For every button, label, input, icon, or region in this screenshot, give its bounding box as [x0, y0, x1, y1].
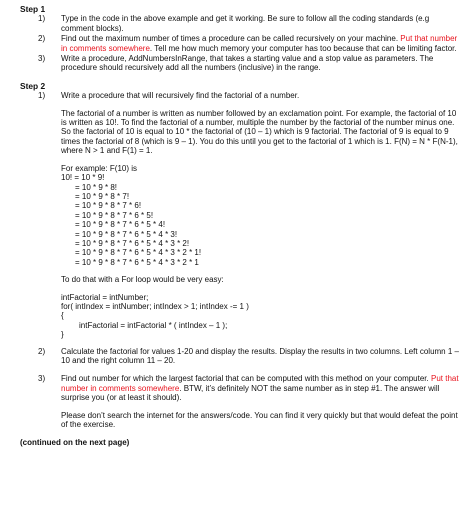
step2-item-3-text-after: . BTW, it’s definitely NOT the same number as in step #1. The answer will surprise you (or at least it should). [61, 383, 440, 403]
step1-item-2-text-after: . Tell me how much memory your computer has too because that can be limiting factor. [149, 43, 457, 53]
code-block [61, 293, 460, 340]
example-line: = 10 * 9 * 8 * 7 * 6! [75, 201, 142, 211]
step2-item-3-text-before: Find out number for which the largest factorial that can be computed with this method on your computer. [61, 374, 431, 384]
example-line: = 10 * 9 * 8 * 7! [75, 191, 130, 201]
code-line-2: for( intIndex = intNumber; intIndex > 1; intIndex -= 1 ) [61, 301, 249, 311]
step1-title: Step 1 [20, 4, 46, 14]
step1-item-2-highlight: Put that number in comments somewhere [61, 34, 458, 53]
code-line-1: intFactorial = intNumber; [61, 292, 149, 302]
factorial-explanation: The factorial of a number is written as number followed by an exclamation point. For example, the factorial of 10 is written as 10!. To find the factorial of a number, multiple the number by the factorial of the number minus one. So the factorial of 10 is equal to 10 * the factorial of (10 – 1) which is 9 factorial. The factorial of 9 is equal to 9 times the factorial of 8 (which is 9 – 1). You do this until you get to the factorial of 1 which is 1. F(N) = N * F(N-1), where N > 1 and F(1) = 1. [61, 108, 458, 156]
for-loop-intro: To do that with a For loop would be very easy: [61, 275, 224, 285]
step1-item-1 [20, 14, 460, 33]
example-line: = 10 * 9 * 8 * 7 * 6 * 5 * 4 * 3 * 2 * 1! [75, 248, 202, 258]
step1-item-2-text-before: Find out the maximum number of times a procedure can be called recursively on your machine. [61, 34, 401, 44]
step1-item-2 [20, 34, 460, 53]
example-first-line: 10! = 10 * 9! [61, 173, 105, 183]
example-line: = 10 * 9 * 8! [75, 182, 118, 192]
code-line-3: { [61, 311, 64, 321]
example-line: = 10 * 9 * 8 * 7 * 6 * 5 * 4 * 3 * 2! [75, 238, 190, 248]
example-line: = 10 * 9 * 8 * 7 * 6 * 5! [75, 210, 154, 220]
step2-item-2 [20, 347, 460, 366]
step2-item-3 [20, 374, 460, 429]
continued-footer: (continued on the next page) [20, 438, 130, 448]
step1-item-3-number: 3) [38, 54, 46, 64]
spacer [20, 74, 460, 82]
step1-item-1-text: Type in the code in the above example and get it working. Be sure to follow all the coding standards (e.g comment blocks). [61, 14, 430, 33]
step2-title: Step 2 [20, 80, 46, 91]
code-line-5: } [61, 330, 64, 340]
step2-item-3-number: 3) [38, 374, 46, 384]
example-line: = 10 * 9 * 8 * 7 * 6 * 5 * 4! [75, 220, 166, 230]
factorial-example [61, 164, 460, 267]
code-line-4: intFactorial = intFactorial * ( intIndex – 1 ); [79, 320, 228, 330]
step2-item-1-number: 1) [38, 91, 46, 101]
step1-item-3-text: Write a procedure, AddNumbersInRange, that takes a starting value and a stop value as parameters. The procedure should recursively add all the numbers (inclusive) in the range. [61, 54, 434, 73]
step2-item-2-text: Calculate the factorial for values 1-20 and display the results. Display the results in two columns. Left column 1 – 10 and the right column 11 – 20. [61, 346, 459, 365]
step2-item-3-text [61, 374, 460, 402]
example-line: = 10 * 9 * 8 * 7 * 6 * 5 * 4 * 3 * 2 * 1 [75, 257, 199, 267]
step1-item-2-number: 2) [38, 34, 46, 44]
step2-item-2-number: 2) [38, 346, 46, 356]
step2-item-3-highlight: Put that number in comments somewhere [61, 374, 459, 393]
example-intro: For example: F(10) is [61, 163, 138, 173]
step1-item-3 [20, 54, 460, 73]
step1-item-1-number: 1) [38, 14, 46, 24]
step2-item-1 [20, 91, 460, 339]
step2-item-1-text: Write a procedure that will recursively find the factorial of a number. [61, 91, 300, 101]
step1-list [20, 14, 460, 72]
step2-list [20, 91, 460, 429]
step2-item-3-note: Please don’t search the internet for the answers/code. You can find it very quickly but that would defeat the point of the exercise. [61, 410, 458, 430]
example-line: = 10 * 9 * 8 * 7 * 6 * 5 * 4 * 3! [75, 229, 178, 239]
